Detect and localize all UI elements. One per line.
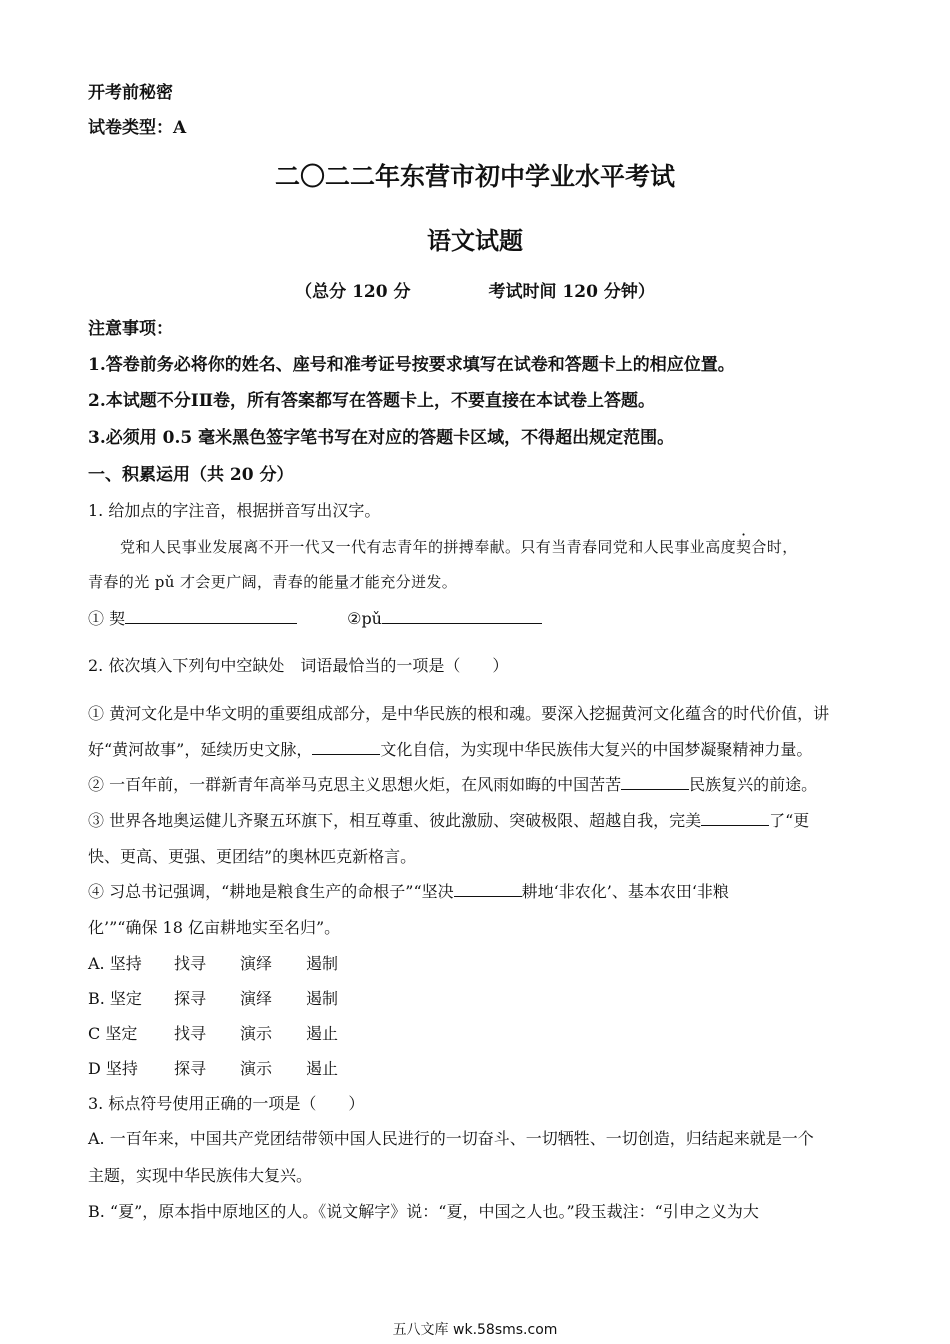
q2-sentence-4b: 化’”“确保 18 亿亩耕地实至名归”。 xyxy=(88,918,341,937)
option-word-2: 探寻 xyxy=(174,989,207,1008)
q2-s2-text-2: 民族复兴的前途。 xyxy=(689,775,818,794)
option-word-4: 遏制 xyxy=(306,989,339,1008)
option-word-2: 找寻 xyxy=(174,954,207,973)
option-word-4: 遏止 xyxy=(306,1024,339,1043)
q3-option-a-line-2: 主题，实现中华民族伟大复兴。 xyxy=(88,1166,313,1185)
q2-blank-4[interactable] xyxy=(454,882,522,897)
option-label: D 坚持 xyxy=(88,1059,138,1078)
q2-s1-text-2: 文化自信，为实现中华民族伟大复兴的中国梦凝聚精神力量。 xyxy=(380,740,813,759)
q2-sentence-1b xyxy=(88,739,862,761)
q2-sentence-3 xyxy=(88,810,862,832)
q2-s3-text-2: 了“更 xyxy=(769,811,810,830)
subject-title: 语文试题 xyxy=(427,226,523,255)
score-time-line xyxy=(0,281,950,303)
blank-2-label: ②pǔ xyxy=(347,609,382,628)
q2-s4-text-1: ④ 习总书记强调，“耕地是粮食生产的命根子”“坚决 xyxy=(88,882,454,901)
q2-blank-3[interactable] xyxy=(701,811,769,826)
option-word-2: 找寻 xyxy=(174,1024,207,1043)
q2-s3-text-1: ③ 世界各地奥运健儿齐聚五环旗下，相互尊重、彼此激励、突破极限、超越自我，完美 xyxy=(88,811,702,830)
note-item-1: 1.答卷前务必将你的姓名、座号和准考证号按要求填写在试卷和答题卡上的相应位置。 xyxy=(88,355,735,375)
answer-blank-2[interactable] xyxy=(382,609,542,624)
answer-blank-1[interactable] xyxy=(125,609,297,624)
option-word-4: 遏制 xyxy=(306,954,339,973)
confidential-label: 开考前秘密 xyxy=(88,83,173,103)
option-label: A. 坚持 xyxy=(88,954,142,973)
q1-passage-line-1 xyxy=(120,536,862,558)
q2-option-b[interactable] xyxy=(88,988,862,1010)
q2-s1-text-1: 好“黄河故事”，延续历史文脉， xyxy=(88,740,313,759)
q1-prompt: 1. 给加点的字注音，根据拼音写出汉字。 xyxy=(88,501,381,520)
paper-type-label: 试卷类型：A xyxy=(88,118,187,138)
option-word-4: 遏止 xyxy=(306,1059,339,1078)
q1-answer-blanks xyxy=(88,608,862,630)
q2-sentence-2 xyxy=(88,774,862,796)
option-word-2: 探寻 xyxy=(174,1059,207,1078)
q2-sentence-4 xyxy=(88,881,862,903)
q2-s4-text-2: 耕地‘非农化’、基本农田‘非粮 xyxy=(521,882,729,901)
q1-passage-text-b: 合时， xyxy=(751,538,798,556)
q2-blank-1[interactable] xyxy=(312,740,380,755)
option-label: B. 坚定 xyxy=(88,989,142,1008)
q2-option-c[interactable] xyxy=(88,1023,862,1045)
option-word-3: 演示 xyxy=(240,1059,273,1078)
q2-sentence-3b: 快、更高、更强、更团结”的奥林匹克新格言。 xyxy=(88,847,417,866)
notes-heading: 注意事项： xyxy=(88,319,173,339)
blank-1-label: ① 契 xyxy=(88,609,126,628)
total-score: （总分 120 分 xyxy=(295,282,411,302)
exam-time: 考试时间 120 分钟） xyxy=(488,282,655,302)
q3-option-b-line-1[interactable]: B. “夏”，原本指中原地区的人。《说文解字》说：“夏，中国之人也。”段玉裁注：“引申之义为大 xyxy=(88,1202,759,1221)
q3-option-a-line-1[interactable]: A. 一百年来，中国共产党团结带领中国人民进行的一切奋斗、一切牺牲、一切创造，归结起来就是一个 xyxy=(88,1129,814,1148)
footer-watermark: 五八文库 wk.58sms.com xyxy=(392,1322,558,1338)
q2-s2-text-1: ② 一百年前，一群新青年高举马克思主义思想火炬，在风雨如晦的中国苦苦 xyxy=(88,775,622,794)
q2-sentence-1a: ① 黄河文化是中华文明的重要组成部分，是中华民族的根和魂。要深入挖掘黄河文化蕴含的时代价值，讲 xyxy=(88,704,830,723)
exam-title: 二〇二二年东营市初中学业水平考试 xyxy=(274,162,675,191)
note-item-2: 2.本试题不分ⅠⅡ卷，所有答案都写在答题卡上，不要直接在本试卷上答题。 xyxy=(88,391,656,411)
note-item-3: 3.必须用 0.5 毫米黑色签字笔书写在对应的答题卡区域，不得超出规定范围。 xyxy=(88,428,675,448)
q1-passage-line-2: 青春的光 pǔ 才会更广阔，青春的能量才能充分迸发。 xyxy=(88,573,458,591)
q2-blank-2[interactable] xyxy=(621,775,689,790)
q2-prompt: 2. 依次填入下列句中空缺处 词语最恰当的一项是（ ） xyxy=(88,656,509,675)
section-1-heading: 一、积累运用（共 20 分） xyxy=(88,465,294,485)
option-word-3: 演绎 xyxy=(240,954,273,973)
dotted-char: 契 xyxy=(736,538,752,556)
q2-option-a[interactable] xyxy=(88,953,862,975)
q2-option-d[interactable] xyxy=(88,1058,862,1080)
q3-prompt: 3. 标点符号使用正确的一项是（ ） xyxy=(88,1094,365,1113)
option-word-3: 演示 xyxy=(240,1024,273,1043)
q1-passage-text-a: 党和人民事业发展离不开一代又一代有志青年的拼搏奉献。只有当青春同党和人民事业高度 xyxy=(120,538,737,556)
option-label: C 坚定 xyxy=(88,1024,138,1043)
option-word-3: 演绎 xyxy=(240,989,273,1008)
